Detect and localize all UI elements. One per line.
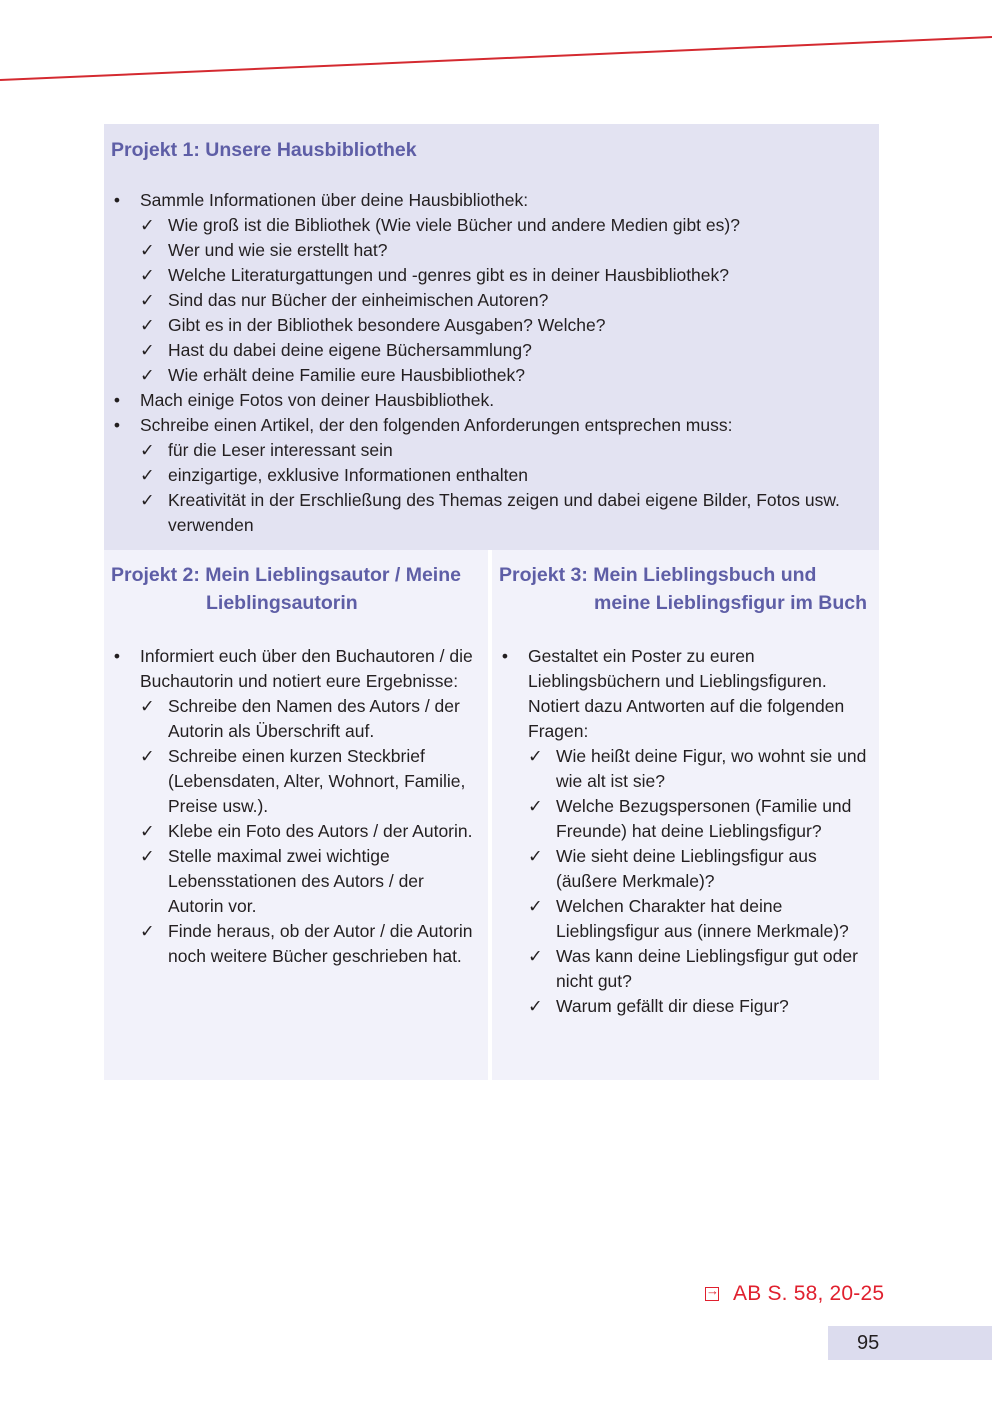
- checklist-item-text: Klebe ein Foto des Autors / der Autorin.: [168, 821, 473, 841]
- checklist-item: [140, 694, 483, 744]
- checkmark-icon: ✓: [140, 696, 155, 716]
- list-item-text: Gestaltet ein Poster zu euren Lieblingsbüchern und Lieblingsfiguren. Notiert dazu Antworten auf die folgenden Fragen:: [528, 646, 845, 741]
- checkmark-icon: ✓: [140, 490, 155, 510]
- checkmark-icon: ✓: [140, 440, 155, 460]
- checklist-item: [528, 944, 874, 994]
- project-1-title: Projekt 1: Unsere Hausbibliothek: [111, 139, 417, 161]
- list-item-text: Informiert euch über den Buchautoren / die Buchautorin und notiert eure Ergebnisse:: [140, 646, 473, 691]
- project-1-list: [111, 188, 876, 538]
- bullet-icon: •: [113, 415, 121, 435]
- checklist-item: [140, 363, 876, 388]
- bullet-icon: •: [113, 646, 121, 666]
- checklist-item-text: Kreativität in der Erschließung des Themas zeigen und dabei eigene Bilder, Fotos usw. verwenden: [168, 490, 840, 535]
- project-2-list: [111, 644, 483, 969]
- project-3-list: [499, 644, 874, 1019]
- list-item-text: Sammle Informationen über deine Hausbibliothek:: [140, 190, 529, 210]
- project-3-title-line2: meine Lieblingsfigur im Buch: [594, 592, 868, 614]
- red-header-line: [0, 0, 992, 100]
- list-item-text: Mach einige Fotos von deiner Hausbibliothek.: [140, 390, 495, 410]
- list-item-text: Schreibe einen Artikel, der den folgenden Anforderungen entsprechen muss:: [140, 415, 733, 435]
- bullet-icon: •: [113, 390, 121, 410]
- checklist-item-text: Wie erhält deine Familie eure Hausbibliothek?: [168, 365, 525, 385]
- checklist: [528, 744, 874, 1019]
- checklist-item: [140, 263, 876, 288]
- workbook-reference: [705, 1280, 884, 1308]
- checklist-item: [140, 213, 876, 238]
- checklist-item: [140, 463, 876, 488]
- project-1-box: [104, 124, 879, 550]
- page-number: 95: [857, 1332, 880, 1354]
- checklist-item-text: Sind das nur Bücher der einheimischen Autoren?: [168, 290, 549, 310]
- checklist-item: [140, 488, 876, 538]
- checklist: [140, 438, 876, 538]
- checkmark-icon: ✓: [140, 921, 155, 941]
- checklist-item-text: Wer und wie sie erstellt hat?: [168, 240, 388, 260]
- checklist-item: [528, 844, 874, 894]
- checklist-item-text: Wie heißt deine Figur, wo wohnt sie und wie alt ist sie?: [556, 746, 867, 791]
- checkmark-icon: ✓: [140, 746, 155, 766]
- list-item: [111, 188, 876, 388]
- checklist-item-text: für die Leser interessant sein: [168, 440, 393, 460]
- checklist-item: [528, 994, 874, 1019]
- checkmark-icon: ✓: [140, 340, 155, 360]
- bullet-icon: •: [501, 646, 509, 666]
- project-2-title-line1: Projekt 2: Mein Lieblingsautor / Meine: [111, 564, 461, 586]
- checklist-item-text: Wie sieht deine Lieblingsfigur aus (äußere Merkmale)?: [556, 846, 817, 891]
- checklist-item: [528, 744, 874, 794]
- checklist-item: [140, 744, 483, 819]
- checkmark-icon: ✓: [528, 946, 543, 966]
- checklist-item-text: einzigartige, exklusive Informationen enthalten: [168, 465, 528, 485]
- checklist: [140, 213, 876, 388]
- list-item: [111, 644, 483, 969]
- project-3-title-line1: Projekt 3: Mein Lieblingsbuch und: [499, 564, 817, 586]
- checklist-item: [140, 844, 483, 919]
- project-2-box: [104, 550, 488, 1080]
- checklist-item-text: Hast du dabei deine eigene Büchersammlung?: [168, 340, 532, 360]
- checklist-item: [140, 438, 876, 463]
- list-item: [111, 388, 876, 413]
- checklist: [140, 694, 483, 969]
- checkmark-icon: ✓: [140, 465, 155, 485]
- checklist-item-text: Was kann deine Lieblingsfigur gut oder nicht gut?: [556, 946, 858, 991]
- workbook-reference-text: AB S. 58, 20-25: [733, 1282, 885, 1305]
- checklist-item-text: Stelle maximal zwei wichtige Lebensstationen des Autors / der Autorin vor.: [168, 846, 424, 916]
- checkmark-icon: ✓: [528, 996, 543, 1016]
- page-number-tab: [828, 1326, 992, 1360]
- checklist-item: [140, 288, 876, 313]
- checklist-item: [140, 819, 483, 844]
- bullet-icon: •: [113, 190, 121, 210]
- checklist-item-text: Welchen Charakter hat deine Lieblingsfigur aus (innere Merkmale)?: [556, 896, 849, 941]
- project-2-title-line2: Lieblingsautorin: [206, 592, 358, 614]
- checkmark-icon: ✓: [140, 315, 155, 335]
- checklist-item-text: Wie groß ist die Bibliothek (Wie viele Bücher und andere Medien gibt es)?: [168, 215, 740, 235]
- list-item: [111, 413, 876, 538]
- list-item: [499, 644, 874, 1019]
- checklist-item-text: Schreibe einen kurzen Steckbrief (Lebensdaten, Alter, Wohnort, Familie, Preise usw.).: [168, 746, 466, 816]
- checklist-item-text: Gibt es in der Bibliothek besondere Ausgaben? Welche?: [168, 315, 606, 335]
- checkmark-icon: ✓: [140, 240, 155, 260]
- checklist-item: [528, 794, 874, 844]
- checkmark-icon: ✓: [140, 265, 155, 285]
- checkmark-icon: ✓: [140, 290, 155, 310]
- checkmark-icon: ✓: [528, 746, 543, 766]
- project-3-box: [492, 550, 879, 1080]
- checkmark-icon: ✓: [140, 846, 155, 866]
- checklist-item: [140, 313, 876, 338]
- checkmark-icon: ✓: [140, 821, 155, 841]
- checklist-item: [528, 894, 874, 944]
- checkmark-icon: ✓: [528, 796, 543, 816]
- project-2-title: [111, 561, 486, 617]
- checkmark-icon: ✓: [140, 365, 155, 385]
- checklist-item-text: Finde heraus, ob der Autor / die Autorin noch weitere Bücher geschrieben hat.: [168, 921, 473, 966]
- checklist-item: [140, 919, 483, 969]
- checkmark-icon: ✓: [528, 846, 543, 866]
- project-3-title: [499, 561, 877, 617]
- checklist-item: [140, 238, 876, 263]
- checklist-item-text: Schreibe den Namen des Autors / der Autorin als Überschrift auf.: [168, 696, 460, 741]
- checklist-item-text: Welche Literaturgattungen und -genres gibt es in deiner Hausbibliothek?: [168, 265, 730, 285]
- checklist-item: [140, 338, 876, 363]
- checkmark-icon: ✓: [140, 215, 155, 235]
- checkmark-icon: ✓: [528, 896, 543, 916]
- checklist-item-text: Warum gefällt dir diese Figur?: [556, 996, 789, 1016]
- checklist-item-text: Welche Bezugspersonen (Familie und Freunde) hat deine Lieblingsfigur?: [556, 796, 852, 841]
- arrow-box-icon: [705, 1287, 719, 1301]
